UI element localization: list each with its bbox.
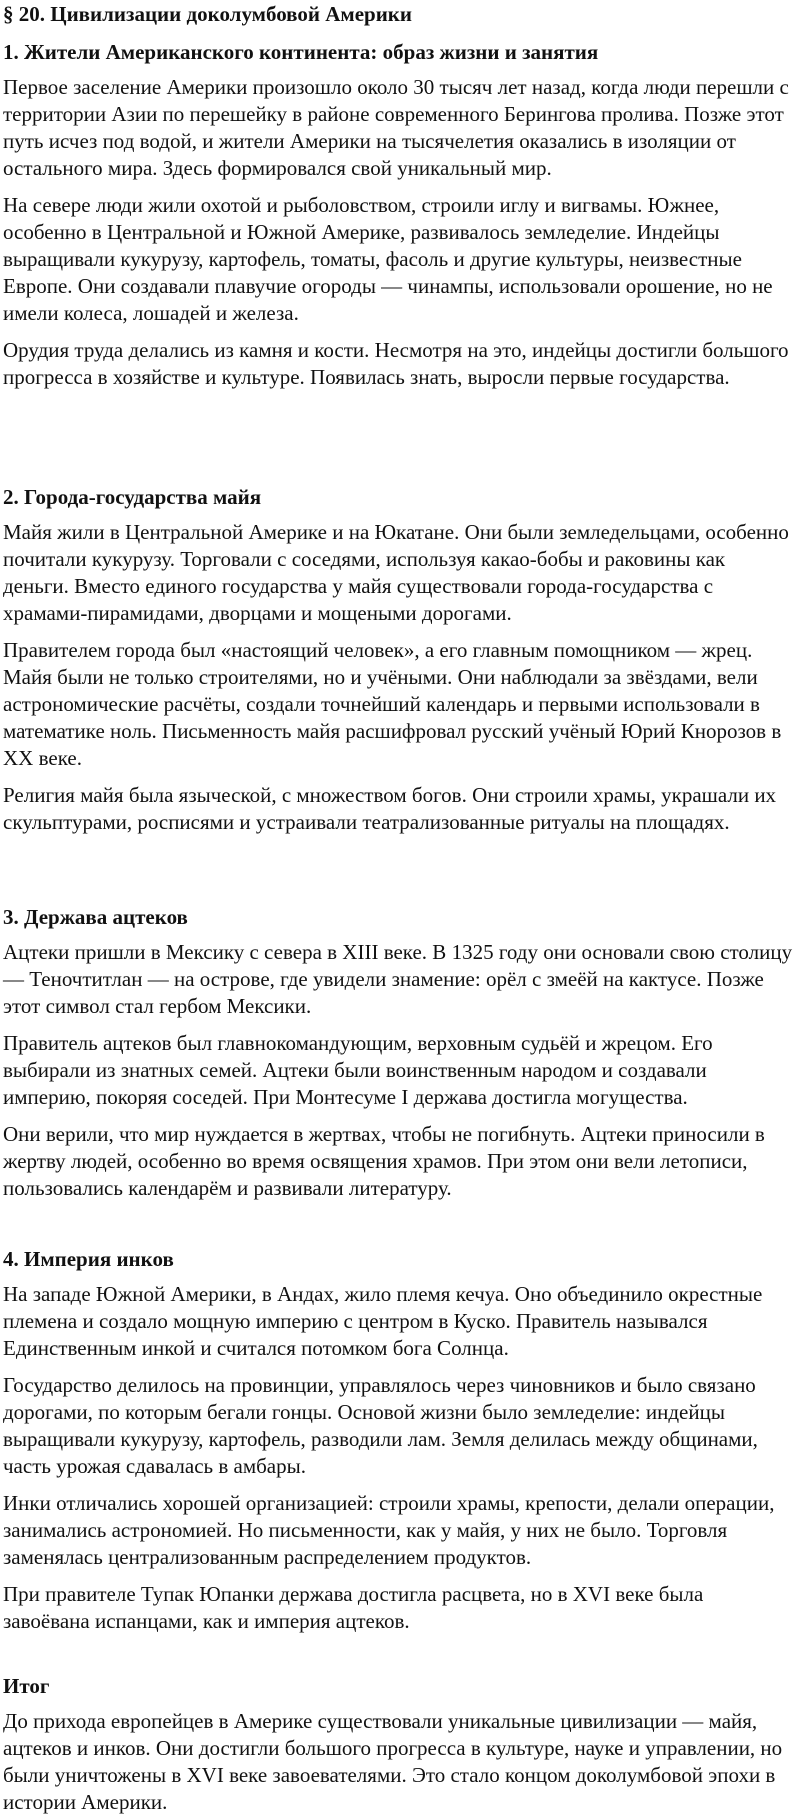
section-heading: 3. Держава ацтеков xyxy=(3,905,188,929)
paragraph: До прихода европейцев в Америке существовали уникальные цивилизации — майя, ацтеков и инков. Они достигли большого прогресса в культуре, науке и управлении, но были уничтожены в XVI веке завоевателями. Это стало концом доколумбовой эпохи в истории Америки. xyxy=(3,1709,783,1814)
paragraph: Религия майя была языческой, с множеством богов. Они строили храмы, украшали их скульптурами, росписями и устраивали театрализованные ритуалы на площадях. xyxy=(3,783,777,834)
page-title: § 20. Цивилизации доколумбовой Америки xyxy=(3,2,412,26)
paragraph: Государство делилось на провинции, управлялось через чиновников и было связано дорогами, по которым бегали гонцы. Основой жизни было земледелие: индейцы выращивали кукурузу, картофель, разводили лам. Земля делилась между общинами, часть урожая сдавалась в амбары. xyxy=(3,1373,758,1478)
paragraph: Майя жили в Центральной Америке и на Юкатане. Они были земледельцами, особенно почитали кукурузу. Торговали с соседями, используя какао-бобы и раковины как деньги. Вместо единого государства у майя существовали города-государства с храмами-пирамидами, дворцами и мощеными дорогами. xyxy=(3,520,789,625)
paragraph: На западе Южной Америки, в Андах, жило племя кечуа. Оно объединило окрестные племена и создало мощную империю с центром в Куско. Правитель назывался Единственным инкой и считался потомком бога Солнца. xyxy=(3,1282,763,1360)
section-summary xyxy=(3,1673,793,1816)
section-4 xyxy=(3,1246,793,1635)
section-heading: 1. Жители Американского континента: образ жизни и занятия xyxy=(3,40,599,64)
paragraph: Инки отличались хорошей организацией: строили храмы, крепости, делали операции, занимались астрономией. Но письменности, как у майя, у них не было. Торговля заменялась централизованным распределением продуктов. xyxy=(3,1491,775,1569)
section-3 xyxy=(3,904,793,1202)
paragraph: Орудия труда делались из камня и кости. Несмотря на это, индейцы достигли большого прогресса в хозяйстве и культуре. Появилась знать, выросли первые государства. xyxy=(3,338,789,389)
paragraph: Правителем города был «настоящий человек», а его главным помощником — жрец. Майя были не только строителями, но и учёными. Они наблюдали за звёздами, вели астрономические расчёты, создали точнейший календарь и первыми использовали в математике ноль. Письменность майя расшифровал русский учёный Юрий Кнорозов в XX веке. xyxy=(3,638,782,770)
paragraph: На севере люди жили охотой и рыболовством, строили иглу и вигвамы. Южнее, особенно в Центральной и Южной Америке, развивалось земледелие. Индейцы выращивали кукурузу, картофель, томаты, фасоль и другие культуры, неизвестные Европе. Они создавали плавучие огороды — чинампы, использовали орошение, но не имели колеса, лошадей и железа. xyxy=(3,193,773,325)
paragraph: Первое заселение Америки произошло около 30 тысяч лет назад, когда люди перешли с территории Азии по перешейку в районе современного Берингова пролива. Позже этот путь исчез под водой, и жители Америки на тысячелетия оказались в изоляции от остального мира. Здесь формировался свой уникальный мир. xyxy=(3,75,789,180)
section-2 xyxy=(3,484,793,836)
paragraph: Правитель ацтеков был главнокомандующим, верховным судьёй и жрецом. Его выбирали из знатных семей. Ацтеки были воинственным народом и создавали империю, покоряя соседей. При Монтесуме I держава достигла могущества. xyxy=(3,1031,713,1109)
paragraph: Ацтеки пришли в Мексику с севера в XIII веке. В 1325 году они основали свою столицу — Теночтитлан — на острове, где увидели знамение: орёл с змеёй на кактусе. Позже этот символ стал гербом Мексики. xyxy=(3,940,793,1018)
paragraph: При правителе Тупак Юпанки держава достигла расцвета, но в XVI веке была завоёвана испанцами, как и империя ацтеков. xyxy=(3,1582,704,1633)
section-heading: 4. Империя инков xyxy=(3,1247,174,1271)
section-heading: 2. Города-государства майя xyxy=(3,485,262,509)
section-1 xyxy=(3,39,793,391)
section-heading: Итог xyxy=(3,1674,50,1698)
paragraph: Они верили, что мир нуждается в жертвах, чтобы не погибнуть. Ацтеки приносили в жертву людей, особенно во время освящения храмов. При этом они вели летописи, пользовались календарём и развивали литературу. xyxy=(3,1122,765,1200)
document-page xyxy=(3,0,793,1819)
